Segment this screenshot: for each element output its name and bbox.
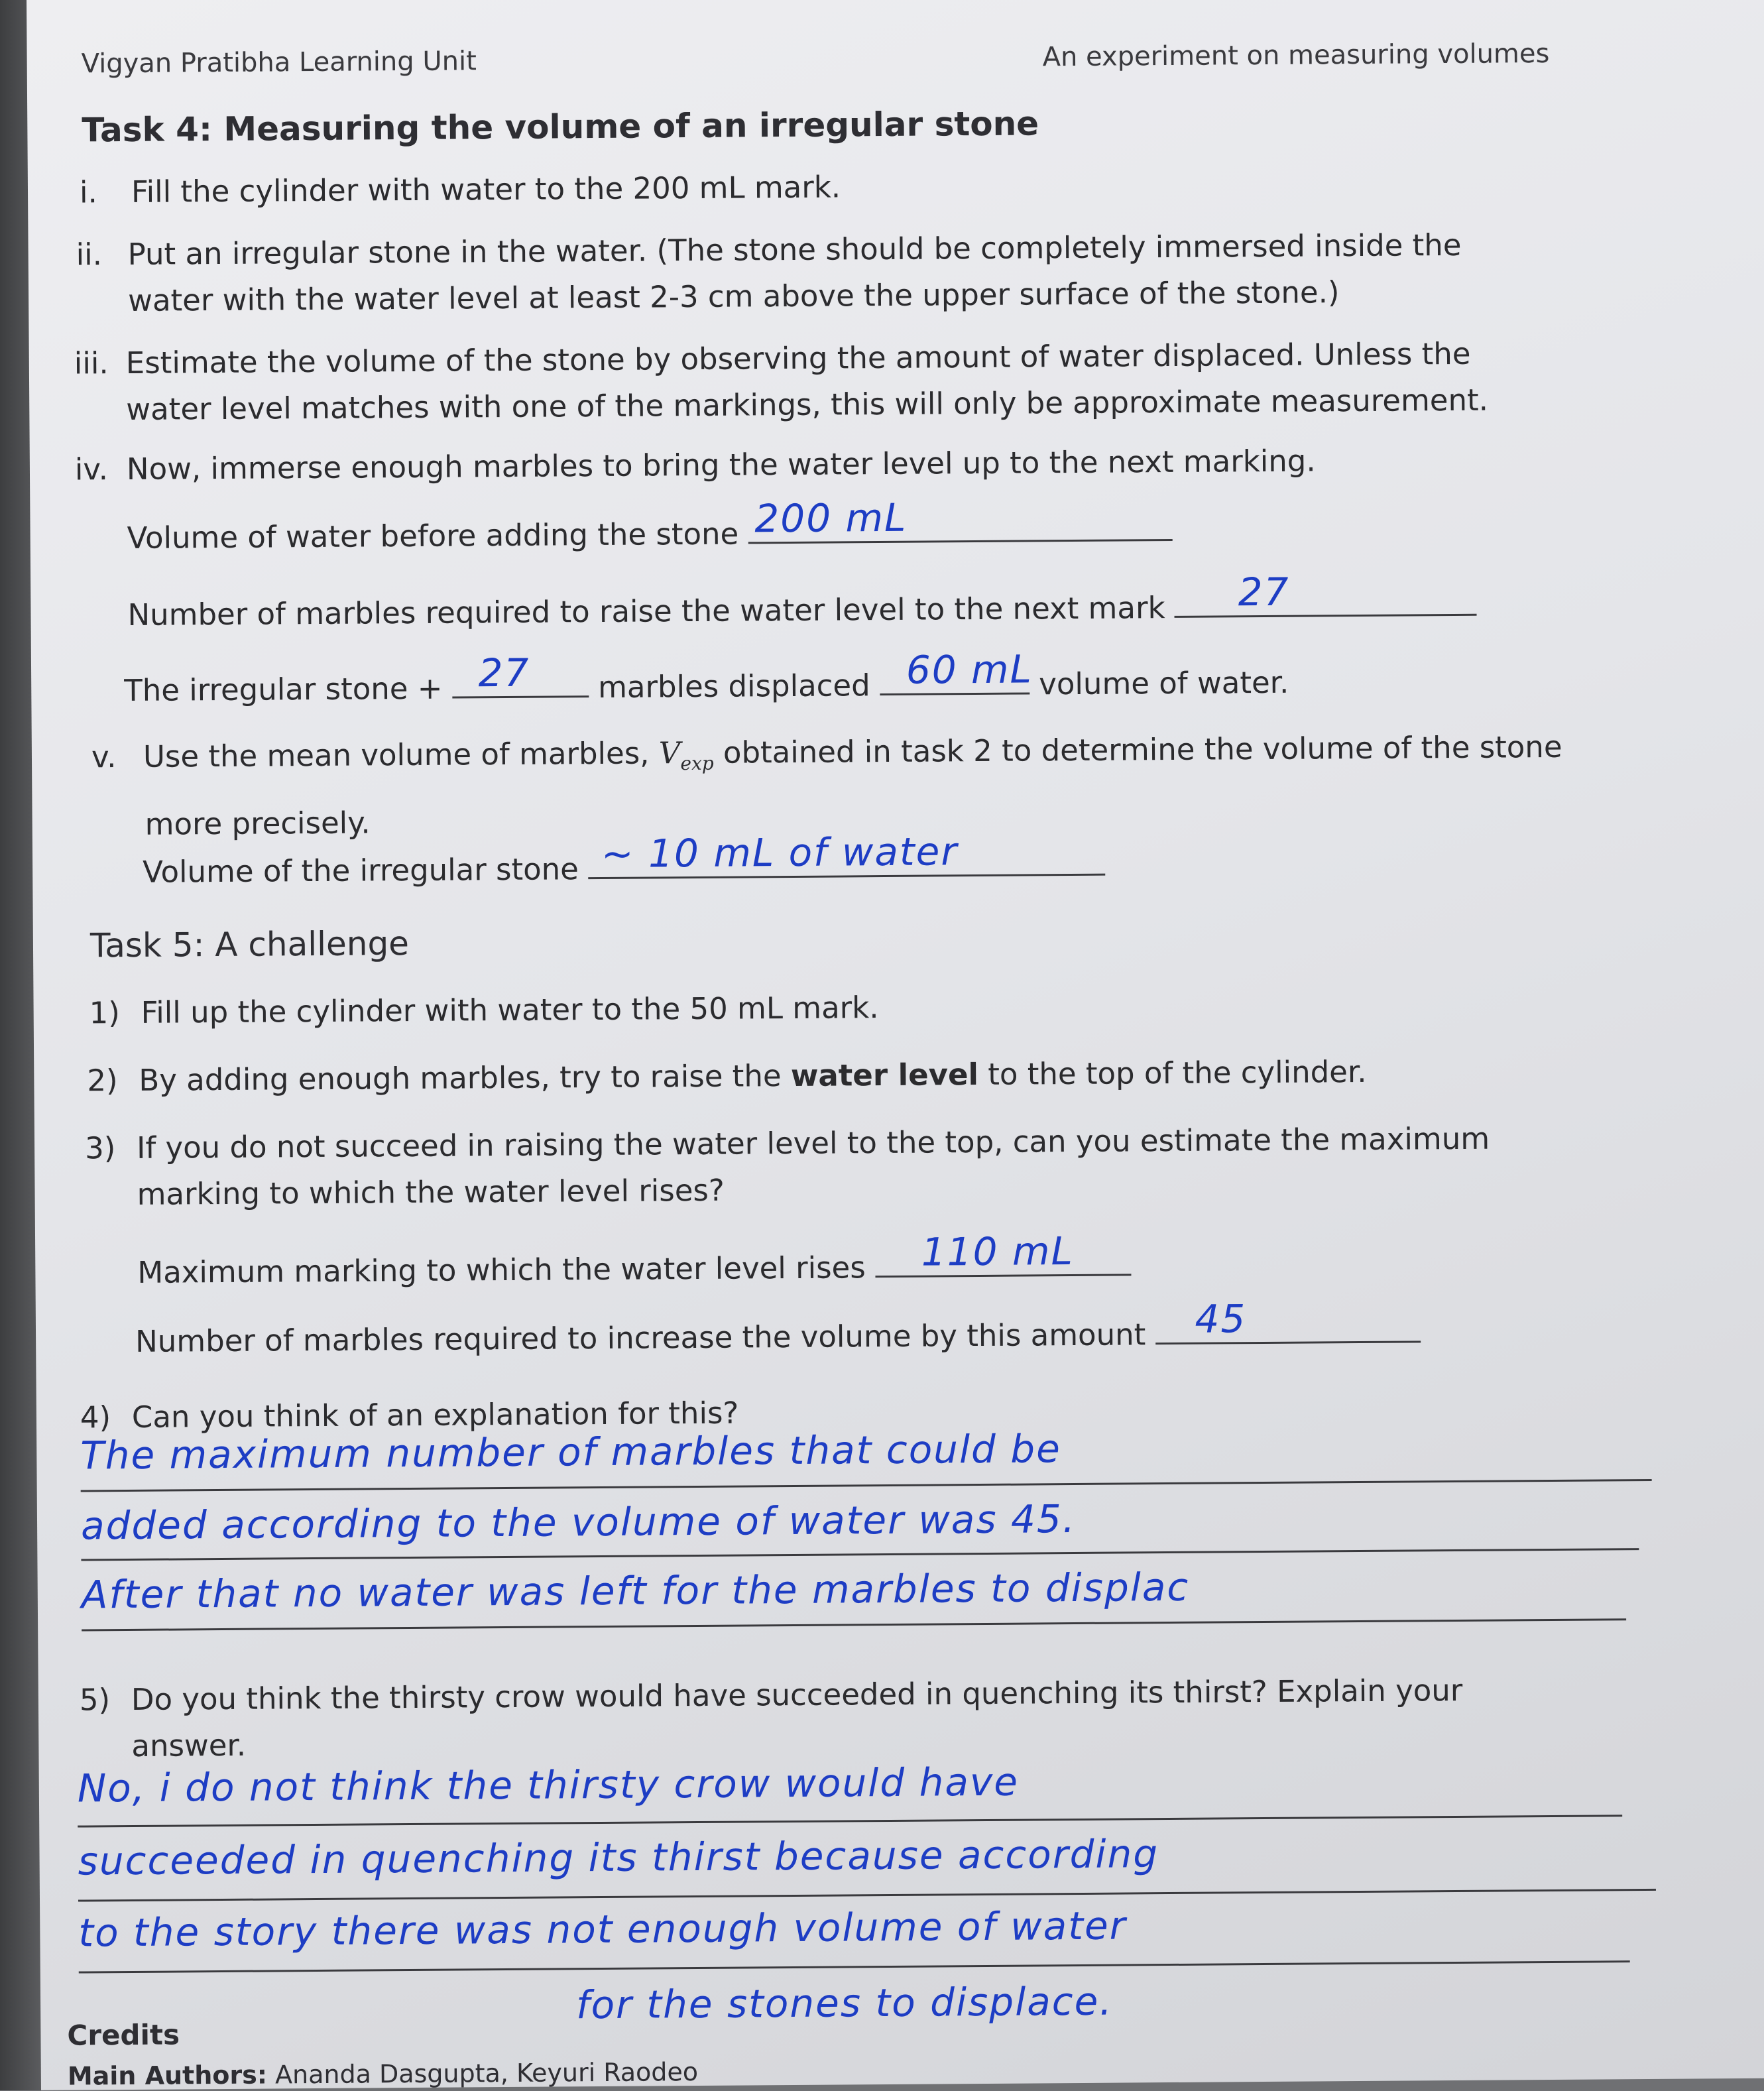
credits-authors bbox=[68, 2057, 699, 2091]
step-number: 5) bbox=[79, 1682, 111, 1718]
answer5-line-3[interactable]: to the story there was not enough volume of water bbox=[78, 1899, 1630, 1973]
step-text: Put an irregular stone in the water. (The stone should be completely immersed inside the bbox=[127, 227, 1462, 272]
step-text: to the top of the cylinder. bbox=[988, 1053, 1367, 1092]
step-text: marking to which the water level rises? bbox=[137, 1172, 725, 1212]
step-text: Now, immerse enough marbles to bring the water level up to the next marking. bbox=[126, 443, 1316, 487]
step-number: i. bbox=[79, 174, 98, 210]
answer4-line-2[interactable]: added according to the volume of water was 45. bbox=[81, 1492, 1639, 1561]
step-text: obtained in task 2 to determine the volume of the stone bbox=[723, 729, 1562, 770]
stone-volume-blank[interactable] bbox=[588, 829, 1105, 879]
task5-q5 bbox=[80, 1667, 1463, 1770]
header-unit-name: Vigyan Pratibha Learning Unit bbox=[81, 46, 477, 80]
marbles-next-mark-row bbox=[127, 569, 1477, 638]
volume-before-row bbox=[127, 495, 1172, 562]
step-number: 3) bbox=[84, 1130, 116, 1166]
step-number: v. bbox=[91, 739, 117, 775]
task4-step-ii bbox=[76, 222, 1462, 325]
displaced-label-2: marbles displaced bbox=[597, 668, 870, 705]
answer4-line-1[interactable]: The maximum number of marbles that could be bbox=[80, 1422, 1652, 1492]
step-text: Use the mean volume of marbles, bbox=[143, 735, 650, 774]
step-text: By adding enough marbles, try to raise the bbox=[139, 1058, 782, 1098]
task5-q2 bbox=[87, 1049, 1367, 1104]
task4-step-v-cont: more precisely. bbox=[145, 805, 371, 842]
stone-volume-answer: ~ 10 mL of water bbox=[601, 829, 959, 876]
displaced-marbles-answer: 27 bbox=[478, 650, 530, 696]
max-marking-blank[interactable] bbox=[875, 1228, 1131, 1278]
answer5-line-2[interactable]: succeeded in quenching its thirst because according bbox=[78, 1828, 1656, 1902]
task4-step-v bbox=[91, 724, 1562, 791]
step-text: Do you think the thirsty crow would have succeeded in quenching its thirst? Explain your bbox=[131, 1672, 1463, 1717]
task4-step-i bbox=[80, 164, 841, 215]
marbles-next-mark-answer: 27 bbox=[1238, 569, 1290, 615]
step-text: water with the water level at least 2-3 cm above the upper surface of the stone.) bbox=[127, 274, 1340, 318]
header-experiment-title: An experiment on measuring volumes bbox=[1042, 38, 1550, 73]
step-number: 1) bbox=[89, 995, 121, 1031]
marbles-needed-answer: 45 bbox=[1195, 1296, 1247, 1342]
marbles-next-mark-blank[interactable] bbox=[1175, 569, 1477, 618]
volume-before-label: Volume of water before adding the stone bbox=[127, 516, 739, 556]
step-text: water level matches with one of the markings, this will only be approximate measurement. bbox=[126, 382, 1489, 427]
stone-volume-label: Volume of the irregular stone bbox=[143, 851, 579, 890]
authors-names: Ananda Dasgupta, Keyuri Raodeo bbox=[274, 2057, 699, 2090]
authors-label: Main Authors: bbox=[67, 2060, 268, 2091]
step-number: ii. bbox=[76, 237, 103, 272]
credits-heading: Credits bbox=[67, 2018, 180, 2052]
worksheet-page bbox=[27, 0, 1764, 2090]
task5-q3 bbox=[85, 1116, 1490, 1219]
step-text: Estimate the volume of the stone by observing the amount of water displaced. Unless the bbox=[125, 335, 1471, 381]
max-marking-answer: 110 mL bbox=[921, 1228, 1075, 1275]
marbles-needed-row bbox=[135, 1296, 1421, 1365]
volume-before-blank[interactable] bbox=[748, 495, 1173, 544]
task4-step-iii bbox=[74, 331, 1489, 434]
marbles-needed-label: Number of marbles required to increase the volume by this amount bbox=[135, 1317, 1146, 1359]
answer4-line-3[interactable]: After that no water was left for the marbles to displac bbox=[82, 1561, 1627, 1631]
step-text: Fill the cylinder with water to the 200 mL mark. bbox=[131, 169, 841, 209]
task5-title: Task 5: A challenge bbox=[89, 924, 410, 965]
displaced-row bbox=[124, 646, 1289, 714]
max-marking-row bbox=[137, 1228, 1131, 1295]
task5-q1 bbox=[89, 985, 878, 1036]
step-text: Can you think of an explanation for this? bbox=[131, 1395, 739, 1435]
displaced-volume-blank[interactable] bbox=[880, 646, 1033, 695]
answer5-line-4: for the stones to displace. bbox=[575, 1978, 1114, 2028]
task4-title: Task 4: Measuring the volume of an irregular stone bbox=[82, 104, 1039, 150]
answer5-line-1[interactable]: No, i do not think the thirsty crow would have bbox=[78, 1755, 1623, 1827]
step-text: Fill up the cylinder with water to the 50 mL mark. bbox=[141, 990, 879, 1030]
marbles-next-mark-label: Number of marbles required to raise the water level to the next mark bbox=[127, 590, 1165, 632]
step-text: If you do not succeed in raising the water level to the top, can you estimate the maximum bbox=[136, 1120, 1490, 1165]
stone-volume-row bbox=[143, 829, 1105, 896]
displaced-label-1: The irregular stone + bbox=[124, 670, 443, 708]
step-number: 2) bbox=[87, 1063, 118, 1099]
volume-before-answer: 200 mL bbox=[754, 495, 908, 542]
step-number: iii. bbox=[74, 345, 109, 381]
task4-step-iv bbox=[75, 438, 1316, 493]
displaced-label-3: volume of water. bbox=[1039, 664, 1289, 702]
marbles-needed-blank[interactable] bbox=[1155, 1296, 1421, 1344]
water-level-bold: water level bbox=[790, 1057, 979, 1093]
max-marking-label: Maximum marking to which the water level rises bbox=[137, 1250, 866, 1290]
step-number: 4) bbox=[80, 1400, 111, 1435]
displaced-volume-answer: 60 mL bbox=[906, 646, 1033, 693]
step-number: iv. bbox=[74, 451, 109, 487]
v-exp-symbol: $V_{exp}$ bbox=[658, 735, 714, 775]
displaced-marbles-blank[interactable] bbox=[452, 650, 589, 698]
step-text: answer. bbox=[131, 1727, 247, 1763]
